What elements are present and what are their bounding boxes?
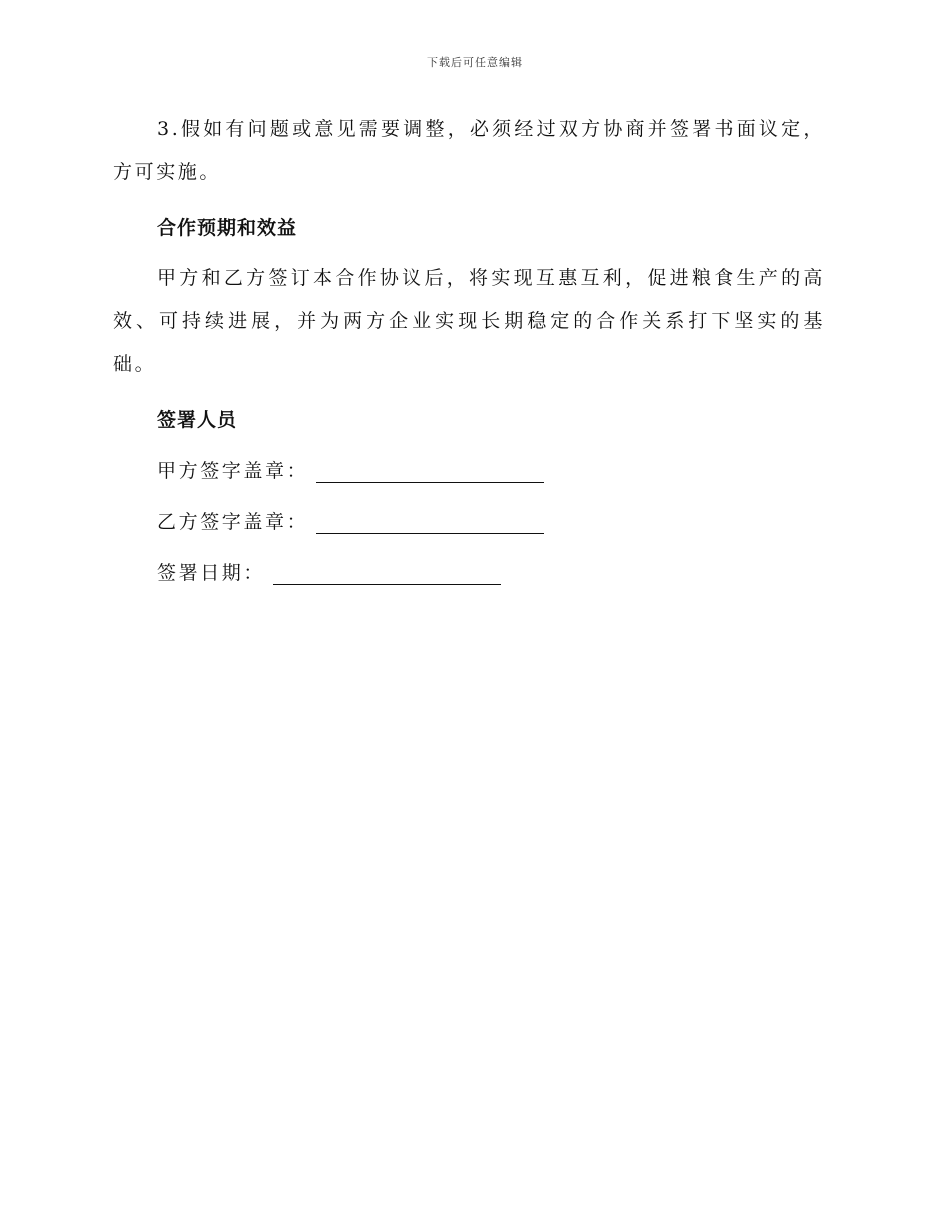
section-heading-signatories: 签署人员	[157, 409, 238, 431]
signing-date-line	[113, 561, 825, 585]
page-header: 下载后可任意编辑	[427, 56, 523, 69]
signing-date-label: 签署日期：	[157, 562, 266, 584]
party-b-signature-blank	[316, 513, 544, 534]
party-a-signature-label: 甲方签字盖章：	[157, 460, 309, 482]
clause-3-paragraph: 3.假如有问题或意见需要调整，必须经过双方协商并签署书面议定，方可实施。	[113, 118, 825, 183]
document-body	[113, 108, 825, 585]
party-a-signature-blank	[316, 462, 544, 483]
section-heading-cooperation-benefits: 合作预期和效益	[157, 217, 298, 239]
party-b-signature-label: 乙方签字盖章：	[157, 511, 309, 533]
party-a-signature-line	[113, 459, 825, 483]
signing-date-blank	[273, 564, 501, 585]
party-b-signature-line	[113, 510, 825, 534]
benefits-paragraph: 甲方和乙方签订本合作协议后，将实现互惠互利，促进粮食生产的高效、可持续进展，并为两方企业实现长期稳定的合作关系打下坚实的基础。	[113, 267, 825, 375]
